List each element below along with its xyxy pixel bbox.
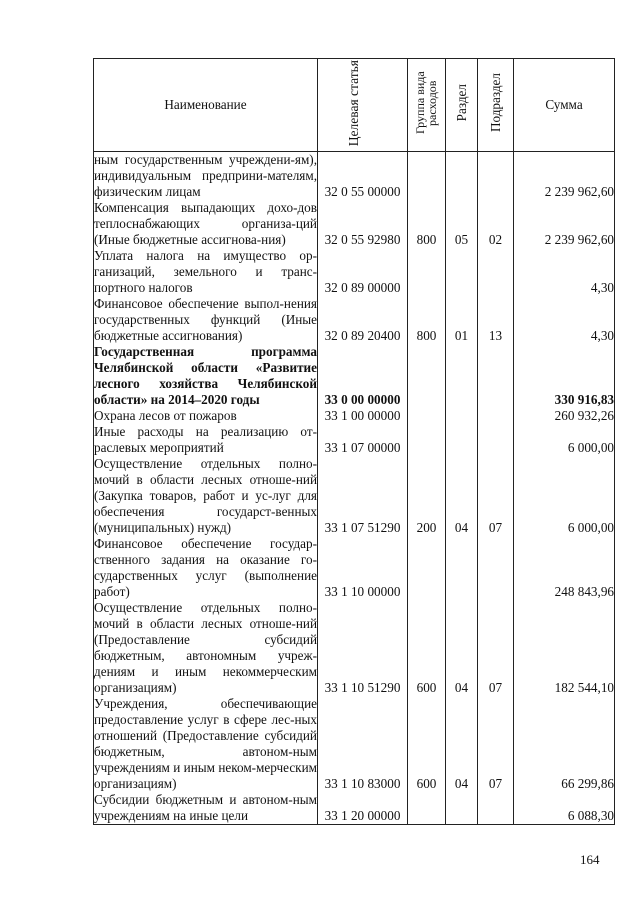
row-subsection: 07	[478, 600, 514, 696]
row-section: 04	[446, 456, 478, 536]
row-section	[446, 408, 478, 424]
row-target-article: 32 0 89 00000	[318, 248, 408, 296]
table-row	[94, 248, 615, 296]
row-subsection	[478, 408, 514, 424]
row-section	[446, 248, 478, 296]
row-expense-group	[408, 424, 446, 456]
row-section	[446, 536, 478, 600]
row-expense-group: 800	[408, 296, 446, 344]
row-amount: 6 000,00	[514, 424, 615, 456]
row-name: Финансовое обеспечение выпол-нения государственных функций (Иные бюджетные ассигнования)	[94, 296, 317, 343]
row-amount: 2 239 962,60	[514, 152, 615, 201]
row-name: Иные расходы на реализацию от-раслевых мероприятий	[94, 424, 317, 455]
row-subsection: 07	[478, 696, 514, 792]
table-row	[94, 696, 615, 792]
row-amount: 66 299,86	[514, 696, 615, 792]
row-subsection	[478, 344, 514, 408]
row-target-article: 33 1 07 00000	[318, 424, 408, 456]
row-target-article: 32 0 89 20400	[318, 296, 408, 344]
row-expense-group	[408, 536, 446, 600]
row-expense-group	[408, 792, 446, 825]
row-subsection	[478, 536, 514, 600]
row-expense-group	[408, 152, 446, 201]
row-target-article: 32 0 55 00000	[318, 152, 408, 201]
row-target-article: 33 1 10 83000	[318, 696, 408, 792]
table-row	[94, 424, 615, 456]
row-section: 01	[446, 296, 478, 344]
row-section: 04	[446, 600, 478, 696]
row-target-article: 32 0 55 92980	[318, 200, 408, 248]
row-subsection	[478, 152, 514, 201]
header-subsection: Подраздел	[478, 59, 514, 152]
table-row	[94, 408, 615, 424]
table-row	[94, 200, 615, 248]
table-row	[94, 600, 615, 696]
table-row	[94, 296, 615, 344]
row-amount: 6 088,30	[514, 792, 615, 825]
row-subsection	[478, 792, 514, 825]
row-name: Осуществление отдельных полно-мочий в области лесных отноше-ний (Предоставление субсидий бюджетным, автономным учреж-дениям и иным некоммерческим организациям)	[94, 600, 317, 695]
row-name: ным государственным учреждени-ям), индивидуальным предприни-мателям, физическим лицам	[94, 152, 317, 199]
table-row	[94, 152, 615, 201]
row-amount: 4,30	[514, 296, 615, 344]
row-target-article: 33 0 00 00000	[318, 344, 408, 408]
row-amount: 260 932,26	[514, 408, 615, 424]
row-section	[446, 792, 478, 825]
header-amount: Сумма	[514, 59, 615, 152]
page-number: 164	[580, 852, 600, 867]
row-name: Осуществление отдельных полно-мочий в области лесных отноше-ний (Закупка товаров, работ и ус-луг для обеспечения государст-венных (муниципальных) нужд)	[94, 456, 317, 535]
row-subsection	[478, 248, 514, 296]
header-expense-group: Группа вида расходов	[408, 59, 446, 152]
row-expense-group: 800	[408, 200, 446, 248]
header-row	[94, 59, 615, 152]
header-target-article: Целевая статья	[318, 59, 408, 152]
row-section	[446, 152, 478, 201]
row-name: Государственная программа Челябинской области «Развитие лесного хозяйства Челябинской области» на 2014–2020 годы	[94, 344, 317, 407]
row-name: Охрана лесов от пожаров	[94, 408, 318, 424]
row-target-article: 33 1 20 00000	[318, 792, 408, 825]
table-row	[94, 456, 615, 536]
table-row	[94, 536, 615, 600]
row-expense-group	[408, 248, 446, 296]
row-amount: 4,30	[514, 248, 615, 296]
row-expense-group	[408, 408, 446, 424]
row-subsection: 13	[478, 296, 514, 344]
row-amount: 6 000,00	[514, 456, 615, 536]
row-expense-group: 600	[408, 696, 446, 792]
row-amount: 330 916,83	[514, 344, 615, 408]
row-name: Субсидии бюджетным и автоном-ным учреждениям на иные цели	[94, 792, 317, 823]
row-name: Учреждения, обеспечивающие предоставление услуг в сфере лес-ных отношений (Предоставление субсидий бюджетным, автоном-ным учреждениям и иным неком-мерческим организациям)	[94, 696, 317, 791]
row-target-article: 33 1 10 00000	[318, 536, 408, 600]
header-section: Раздел	[446, 59, 478, 152]
row-section	[446, 344, 478, 408]
row-name: Компенсация выпадающих дохо-дов теплоснабжающих организа-ций (Иные бюджетные ассигнова-ния)	[94, 200, 317, 247]
row-subsection: 02	[478, 200, 514, 248]
table-row	[94, 792, 615, 825]
row-subsection: 07	[478, 456, 514, 536]
row-expense-group: 600	[408, 600, 446, 696]
row-amount: 182 544,10	[514, 600, 615, 696]
row-amount: 248 843,96	[514, 536, 615, 600]
row-target-article: 33 1 00 00000	[318, 408, 408, 424]
header-name: Наименование	[94, 59, 318, 152]
row-target-article: 33 1 10 51290	[318, 600, 408, 696]
row-section: 05	[446, 200, 478, 248]
row-subsection	[478, 424, 514, 456]
row-name: Финансовое обеспечение государ-ственного задания на оказание го-сударственных услуг (выполнение работ)	[94, 536, 317, 599]
row-amount: 2 239 962,60	[514, 200, 615, 248]
row-expense-group: 200	[408, 456, 446, 536]
row-target-article: 33 1 07 51290	[318, 456, 408, 536]
table-row	[94, 344, 615, 408]
row-expense-group	[408, 344, 446, 408]
row-section	[446, 424, 478, 456]
budget-table	[93, 58, 615, 825]
row-section: 04	[446, 696, 478, 792]
row-name: Уплата налога на имущество ор-ганизаций, земельного и транс-портного налогов	[94, 248, 317, 295]
